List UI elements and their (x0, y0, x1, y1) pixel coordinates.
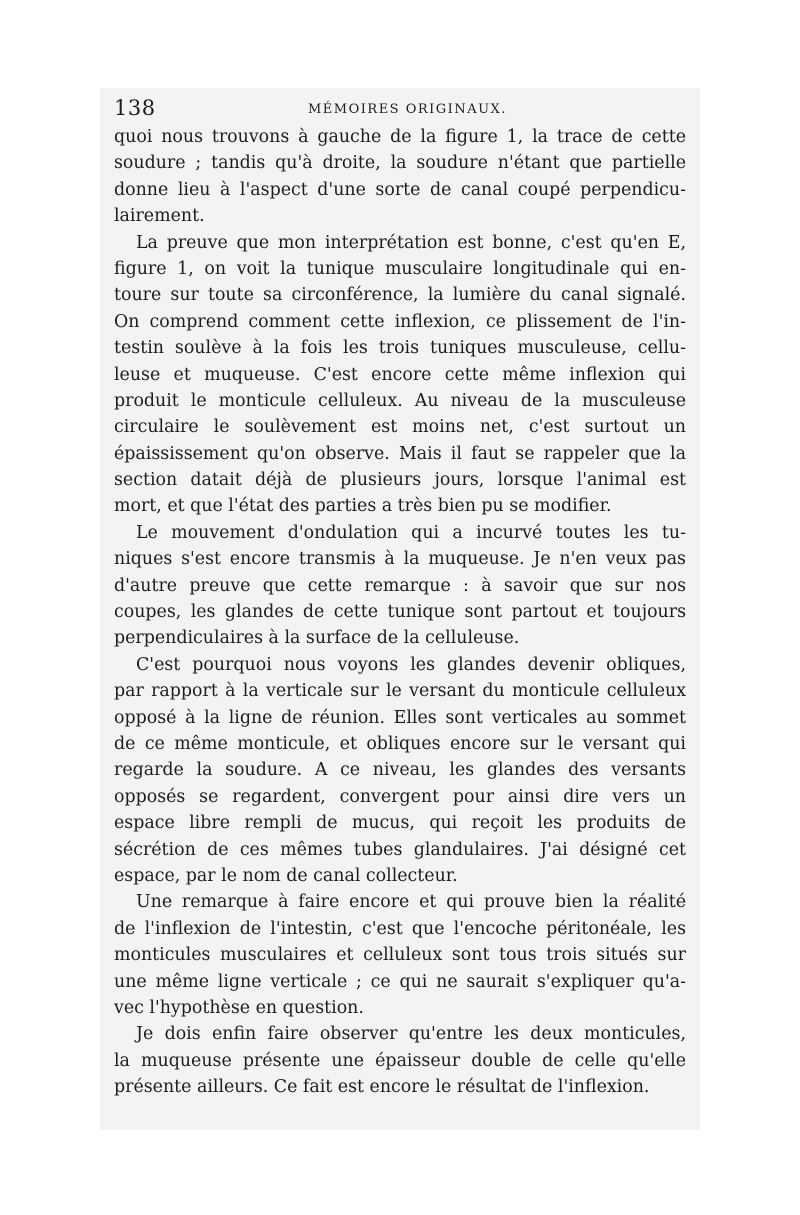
text-line: On comprend comment cette inflexion, ce plissement de l'in- (114, 311, 686, 332)
paragraph (114, 124, 686, 230)
text-line: quoi nous trouvons à gauche de la figure 1, la trace de cette (114, 127, 686, 147)
text-line: d'autre preuve que cette remarque : à savoir que sur nos (114, 575, 686, 596)
paragraph (114, 1021, 686, 1100)
text-line: espace, par le nom de canal collecteur. (114, 865, 458, 886)
paragraph (114, 230, 686, 520)
text-line: opposés se regardent, convergent pour ainsi dire vers un (114, 786, 686, 807)
text-line: perpendiculaires à la surface de la celluleuse. (114, 628, 520, 649)
text-line: soudure ; tandis qu'à droite, la soudure n'étant que partielle (114, 153, 686, 174)
text-line: circulaire le soulèvement est moins net, c'est surtout un (114, 417, 686, 438)
text-line: Je dois enfin faire observer qu'entre les deux monticules, (136, 1024, 686, 1045)
text-line: de ce même monticule, et obliques encore sur le versant qui (114, 733, 686, 754)
text-line: Le mouvement d'ondulation qui a incurvé toutes les tu- (136, 522, 686, 543)
text-line: présente ailleurs. Ce fait est encore le résultat de l'inflexion. (114, 1077, 650, 1098)
text-line: leuse et muqueuse. C'est encore cette même inflexion qui (114, 364, 686, 385)
paragraph (114, 520, 686, 652)
text-line: une même ligne verticale ; ce qui ne saurait s'expliquer qu'a- (114, 971, 686, 992)
text-line: lairement. (114, 206, 205, 227)
text-line: niques s'est encore transmis à la muqueuse. Je n'en veux pas (114, 549, 686, 570)
text-line: sécrétion de ces mêmes tubes glandulaires. J'ai désigné cet (114, 839, 686, 860)
text-line: toure sur toute sa circonférence, la lumière du canal signalé. (114, 285, 686, 306)
text-line: la muqueuse présente une épaisseur double de celle qu'elle (114, 1050, 686, 1071)
text-line: Une remarque à faire encore et qui prouve bien la réalité (136, 892, 686, 913)
text-line: regarde la soudure. A ce niveau, les glandes des versants (114, 760, 686, 781)
running-title: MÉMOIRES ORIGINAUX. (308, 102, 507, 117)
text-line: opposé à la ligne de réunion. Elles sont verticales au sommet (114, 707, 686, 728)
body-text (114, 124, 686, 1100)
text-line: de l'inflexion de l'intestin, c'est que l'encoche péritonéale, les (114, 918, 686, 939)
page-number: 138 (114, 96, 156, 120)
text-line: coupes, les glandes de cette tunique sont partout et toujours (114, 602, 686, 623)
text-line: produit le monticule celluleux. Au niveau de la musculeuse (114, 390, 686, 411)
text-line: figure 1, on voit la tunique musculaire longitudinale qui en- (114, 258, 686, 279)
page-header (112, 96, 692, 126)
paragraph (114, 889, 686, 1021)
text-line: testin soulève à la fois les trois tuniques musculeuse, cellu- (114, 338, 686, 359)
text-line: La preuve que mon interprétation est bonne, c'est qu'en E, (136, 232, 686, 253)
text-line: mort, et que l'état des parties a très bien pu se modifier. (114, 496, 612, 517)
text-line: vec l'hypothèse en question. (114, 997, 364, 1018)
text-line: section datait déjà de plusieurs jours, lorsque l'animal est (114, 470, 686, 491)
paragraph (114, 652, 686, 890)
text-line: espace libre rempli de mucus, qui reçoit les produits de (114, 813, 686, 834)
text-line: épaississement qu'on observe. Mais il faut se rappeler que la (114, 443, 686, 464)
text-line: par rapport à la verticale sur le versant du monticule celluleux (114, 681, 686, 702)
text-line: monticules musculaires et celluleux sont tous trois situés sur (114, 945, 686, 966)
text-line: C'est pourquoi nous voyons les glandes devenir obliques, (136, 654, 686, 675)
text-line: donne lieu à l'aspect d'une sorte de canal coupé perpendicu- (114, 179, 686, 200)
